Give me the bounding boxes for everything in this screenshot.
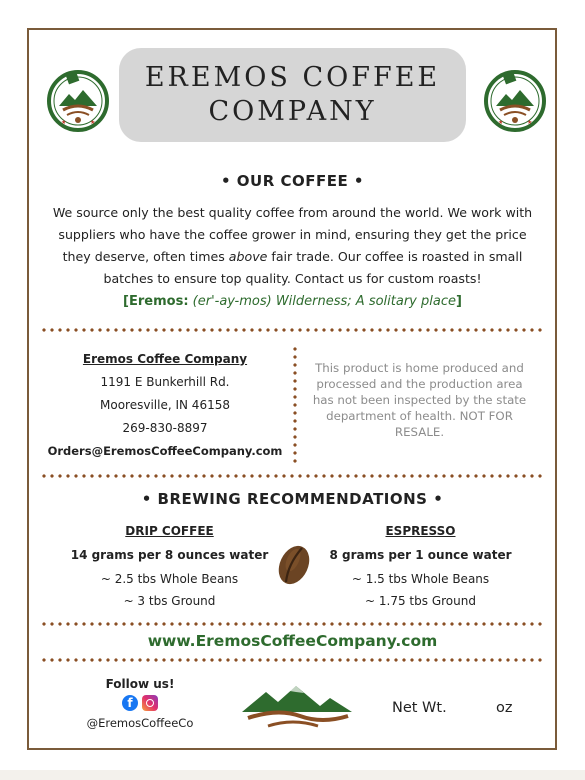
title-banner: [119, 48, 466, 142]
our-coffee-description: [52, 202, 533, 290]
espresso-ratio: 8 grams per 1 ounce water: [329, 548, 512, 562]
desc-part-1: We source only the best quality coffee from around the world. We work with suppliers who have the coffee grower in mind, ensuring they get the price they deserve, often times: [52, 205, 533, 264]
svg-text:★: ★: [90, 119, 96, 126]
email-address: Orders@EremosCoffeeCompany.com: [47, 444, 283, 458]
dotted-vertical-divider: [293, 345, 297, 463]
city-address: Mooresville, IN 46158: [100, 398, 230, 412]
eremos-logo-icon: [45, 68, 111, 134]
street-address: 1191 E Bunkerhill Rd.: [100, 375, 230, 389]
tagline-definition: (er'-ay-mos) Wilderness; A solitary place: [188, 294, 456, 309]
drip-coffee-column: [52, 522, 287, 612]
espresso-column: [303, 522, 538, 612]
drip-ground: ~ 3 tbs Ground: [123, 594, 216, 608]
dotted-divider: [40, 474, 545, 478]
eremos-logo-icon: [482, 68, 548, 134]
brewing-heading: • BREWING RECOMMENDATIONS •: [141, 490, 444, 508]
dotted-divider: [40, 328, 545, 332]
drip-ratio: 14 grams per 8 ounces water: [70, 548, 269, 562]
espresso-ground: ~ 1.75 tbs Ground: [365, 594, 476, 608]
tagline-word: Eremos:: [129, 294, 189, 309]
title-line-2: COMPANY: [208, 96, 377, 127]
social-block: [60, 676, 220, 732]
follow-label: Follow us!: [105, 677, 175, 691]
tagline-close-bracket: ]: [455, 294, 462, 309]
health-disclaimer: This product is home produced and processed and the production area has not been inspected by the state department of health. NOT FOR RESALE.: [312, 361, 527, 439]
contact-block: [40, 348, 290, 463]
drip-heading: DRIP COFFEE: [125, 524, 214, 538]
website-link[interactable]: www.EremosCoffeeCompany.com: [147, 632, 438, 650]
svg-text:★: ★: [61, 119, 67, 126]
dotted-divider: [40, 658, 545, 662]
svg-text:★: ★: [498, 119, 504, 126]
phone-number: 269-830-8897: [122, 421, 208, 435]
company-name: Eremos Coffee Company: [82, 352, 248, 366]
desc-part-2: fair trade. Our coffee is roasted in small batches to ensure top quality. Contact us for custom roasts!: [103, 249, 523, 286]
title-line-1: EREMOS COFFEE: [144, 62, 441, 93]
instagram-icon[interactable]: [142, 695, 158, 711]
facebook-icon[interactable]: f: [122, 695, 138, 711]
our-coffee-heading: • OUR COFFEE •: [220, 172, 365, 190]
svg-text:★: ★: [527, 119, 533, 126]
eremos-definition: [0, 294, 585, 309]
bottom-edge: [0, 770, 585, 780]
net-weight-label: Net Wt.: [392, 700, 447, 716]
mountain-logo-icon: [238, 682, 356, 734]
tagline-open-bracket: [: [123, 294, 129, 309]
espresso-beans: ~ 1.5 tbs Whole Beans: [351, 572, 490, 586]
social-handle: @EremosCoffeeCo: [86, 716, 194, 730]
desc-italic: above: [228, 249, 268, 264]
weight-unit: oz: [496, 700, 513, 716]
espresso-heading: ESPRESSO: [385, 524, 456, 538]
dotted-divider: [40, 622, 545, 626]
drip-beans: ~ 2.5 tbs Whole Beans: [100, 572, 239, 586]
